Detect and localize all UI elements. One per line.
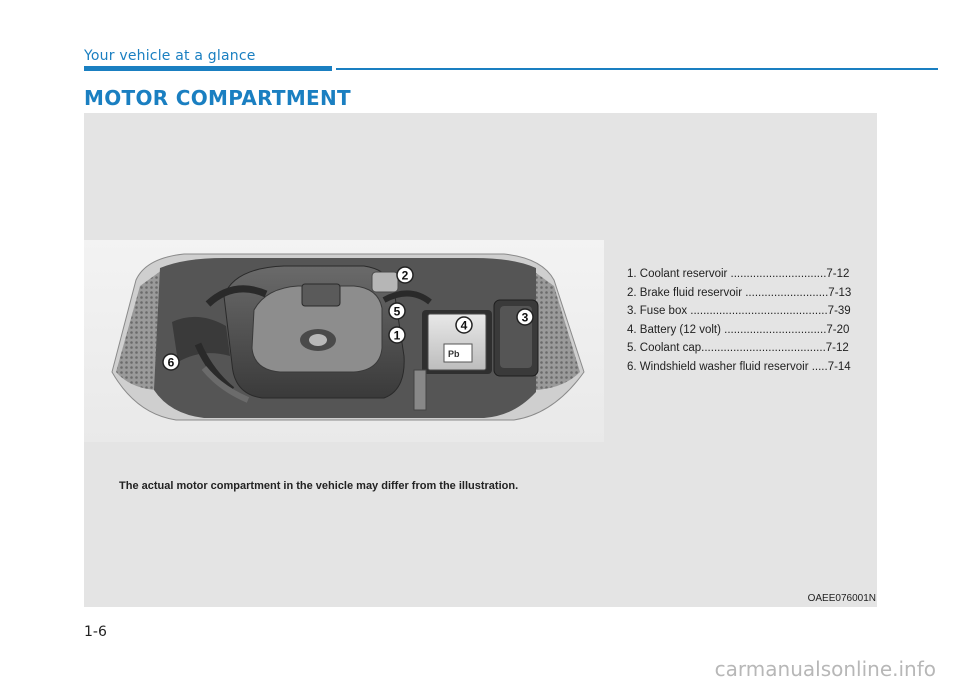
- callout-number: 5: [393, 304, 401, 319]
- callout-number: 1: [393, 328, 401, 343]
- legend-item: 4. Battery (12 volt) ................................7-20: [627, 323, 850, 336]
- callout-6: [163, 354, 179, 370]
- engine-compartment-illustration: [84, 240, 604, 442]
- legend-item: 2. Brake fluid reservoir ..........................7-13: [627, 286, 852, 299]
- callout-3: [517, 309, 533, 325]
- legend-item: 6. Windshield washer fluid reservoir .....7-14: [627, 360, 851, 373]
- page-title: MOTOR COMPARTMENT: [84, 86, 351, 110]
- callout-1: [389, 327, 405, 343]
- callout-number: 6: [167, 355, 175, 370]
- legend-item: 3. Fuse box ...........................................7-39: [627, 305, 851, 317]
- disclaimer-text: The actual motor compartment in the vehicle may differ from the illustration.: [119, 480, 519, 492]
- section-label: Your vehicle at a glance: [84, 48, 256, 64]
- callout-2: [397, 267, 413, 283]
- callout-number: 3: [521, 310, 529, 325]
- callout-4: [456, 317, 472, 333]
- callout-number: 2: [401, 268, 409, 283]
- legend-item: 1. Coolant reservoir ..............................7-12: [627, 268, 850, 280]
- legend-item: 5. Coolant cap.......................................7-12: [627, 342, 849, 354]
- battery-pb-label: Pb: [448, 349, 460, 359]
- image-code: OAEE076001N: [807, 593, 876, 604]
- callout-number: 4: [460, 318, 468, 333]
- page-number: 1-6: [84, 624, 107, 640]
- header-rule-thin: [336, 68, 938, 70]
- component-legend: [627, 265, 851, 376]
- callout-5: [389, 303, 405, 319]
- header-rule-thick: [84, 66, 332, 71]
- watermark: carmanualsonline.info: [714, 657, 936, 681]
